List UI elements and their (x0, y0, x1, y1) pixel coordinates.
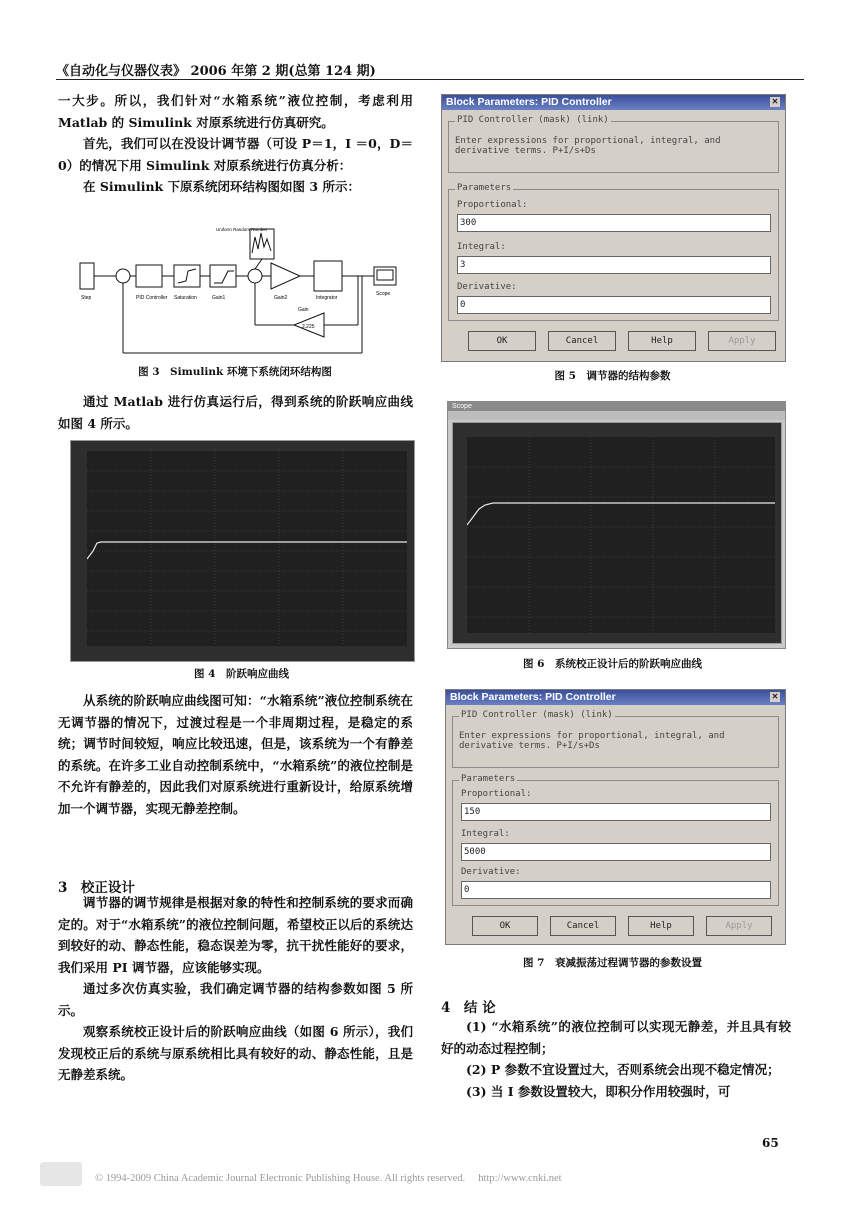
fig5-caption: 图 5 调节器的结构参数 (554, 370, 671, 382)
fig4-plot (70, 440, 415, 662)
section-3-heading: 3 校正设计 (58, 880, 135, 896)
integral-label: Integral: (457, 242, 506, 252)
header-rule (56, 79, 804, 80)
apply-button[interactable]: Apply (708, 331, 776, 351)
scope-window (447, 401, 786, 649)
parameters-label: Parameters (461, 774, 516, 784)
scope-title: Scope (448, 402, 785, 411)
left-text-top (58, 90, 413, 198)
fig6-caption: 图 6 系统校正设计后的阶跃响应曲线 (523, 658, 702, 670)
proportional-label: Proportional: (457, 200, 528, 210)
paragraph: 通过 Matlab 进行仿真运行后，得到系统的阶跃响应曲线如图 4 所示。 (58, 394, 413, 431)
help-button[interactable]: Help (628, 916, 694, 936)
cancel-button[interactable]: Cancel (550, 916, 616, 936)
left-text-mid (58, 391, 413, 434)
proportional-field[interactable]: 300 (457, 214, 771, 232)
left-text-lower (58, 690, 413, 819)
dialog-title: Block Parameters: PID Controller (450, 691, 616, 703)
block-label-saturation: Saturation (174, 295, 197, 301)
paragraph: 通过多次仿真实验，我们确定调节器的结构参数如图 5 所示。 (58, 981, 413, 1018)
block-label-step: Step (81, 295, 92, 301)
paragraph: 一大步。所以，我们针对“水箱系统”液位控制，考虑利用 Matlab 的 Simulink 对原系统进行仿真研究。 (58, 93, 413, 130)
group-label: PID Controller (mask) (link) (457, 115, 609, 125)
pid-dialog-fig7 (445, 689, 786, 945)
pid-dialog-fig5 (441, 94, 786, 362)
fig7-caption: 图 7 衰减振荡过程调节器的参数设置 (523, 957, 702, 969)
block-label-gain: Gain (298, 307, 309, 313)
group-label: PID Controller (mask) (link) (461, 710, 613, 720)
derivative-field[interactable]: 0 (457, 296, 771, 314)
cnki-logo-icon (40, 1162, 82, 1186)
integral-field[interactable]: 3 (457, 256, 771, 274)
copyright-footer: © 1994-2009 China Academic Journal Electronic Publishing House. All rights reserved. http://www.cnki.net (95, 1173, 562, 1184)
paragraph: 从系统的阶跃响应曲线图可知：“水箱系统”液位控制系统在无调节器的情况下，过渡过程是一个非周期过程，是稳定的系统；调节时间较短，响应比较迅速，但是，该系统为一个有静差的系统。在许多工业自动控制系统中，“水箱系统”的液位控制是不允许有静差的，因此我们对原系统进行重新设计，给原系统增加一个调节器，实现无静差控制。 (58, 693, 413, 816)
paragraph: (3) 当 I 参数设置较大，即积分作用较强时，可 (466, 1083, 731, 1099)
paragraph: (2) P 参数不宜设置过大，否则系统会出现不稳定情况； (466, 1062, 780, 1077)
journal-header: 《自动化与仪器仪表》 2006 年第 2 期(总第 124 期) (56, 64, 376, 79)
close-icon[interactable]: ✕ (771, 692, 779, 701)
parameters-label: Parameters (457, 183, 512, 193)
block-label-integrator: Integrator (316, 295, 338, 301)
close-icon[interactable]: ✕ (771, 97, 779, 106)
fig6-plot (452, 422, 782, 644)
gain-value: 2.225 (302, 324, 315, 330)
fig4-caption: 图 4 阶跃响应曲线 (194, 668, 289, 680)
fig3-caption: 图 3 Simulink 环境下系统闭环结构图 (138, 366, 332, 378)
block-label-gain1: Gain1 (212, 295, 226, 301)
derivative-label: Derivative: (461, 867, 521, 877)
mask-description: Enter expressions for proportional, integral, and derivative terms. P+I/s+Ds (459, 731, 725, 751)
mask-description: Enter expressions for proportional, integral, and derivative terms. P+I/s+Ds (455, 136, 721, 156)
derivative-label: Derivative: (457, 282, 517, 292)
block-label-scope: Scope (376, 291, 391, 297)
scope-toolbar (448, 411, 785, 420)
proportional-field[interactable]: 150 (461, 803, 771, 821)
cancel-button[interactable]: Cancel (548, 331, 616, 351)
proportional-label: Proportional: (461, 789, 532, 799)
section-4-heading: 4 结 论 (441, 1000, 496, 1016)
derivative-field[interactable]: 0 (461, 881, 771, 899)
dialog-title: Block Parameters: PID Controller (446, 96, 612, 108)
conclusions (441, 1016, 791, 1102)
paragraph: 调节器的调节规律是根据对象的特性和控制系统的要求而确定的。对于“水箱系统”的液位控制问题，希望校正以后的系统达到较好的动、静态性能，稳态误差为零，抗干扰性能好的要求，我们采用 PI 调节器，应该能够实现。 (58, 895, 413, 975)
left-text-bottom (58, 892, 413, 1086)
integral-label: Integral: (461, 829, 510, 839)
apply-button[interactable]: Apply (706, 916, 772, 936)
paragraph: 观察系统校正设计后的阶跃响应曲线（如图 6 所示），我们发现校正后的系统与原系统相比具有较好的动、静态性能，且是无静差系统。 (58, 1024, 413, 1082)
dialog-title-bar (442, 95, 785, 110)
block-label-random: Uniform Random Number (216, 227, 268, 232)
parameters-group (452, 774, 779, 906)
paragraph: 在 Simulink 下原系统闭环结构图如图 3 所示： (83, 179, 360, 194)
paragraph: (1) “水箱系统”的液位控制可以实现无静差，并且具有较好的动态过程控制； (441, 1019, 791, 1056)
integral-field[interactable]: 5000 (461, 843, 771, 861)
block-label-gain2: Gain2 (274, 295, 288, 301)
ok-button[interactable]: OK (472, 916, 538, 936)
help-button[interactable]: Help (628, 331, 696, 351)
parameters-group (448, 183, 779, 321)
block-label-pid: PID Controller (136, 295, 168, 301)
dialog-title-bar (446, 690, 785, 705)
ok-button[interactable]: OK (468, 331, 536, 351)
page-number: 65 (762, 1136, 779, 1150)
mask-group (448, 115, 779, 173)
mask-group (452, 710, 779, 768)
simulink-diagram (78, 225, 408, 357)
paragraph: 首先，我们可以在没设计调节器（可设 P＝1，I ＝0，D＝0）的情况下用 Simulink 对原系统进行仿真分析： (58, 136, 413, 173)
